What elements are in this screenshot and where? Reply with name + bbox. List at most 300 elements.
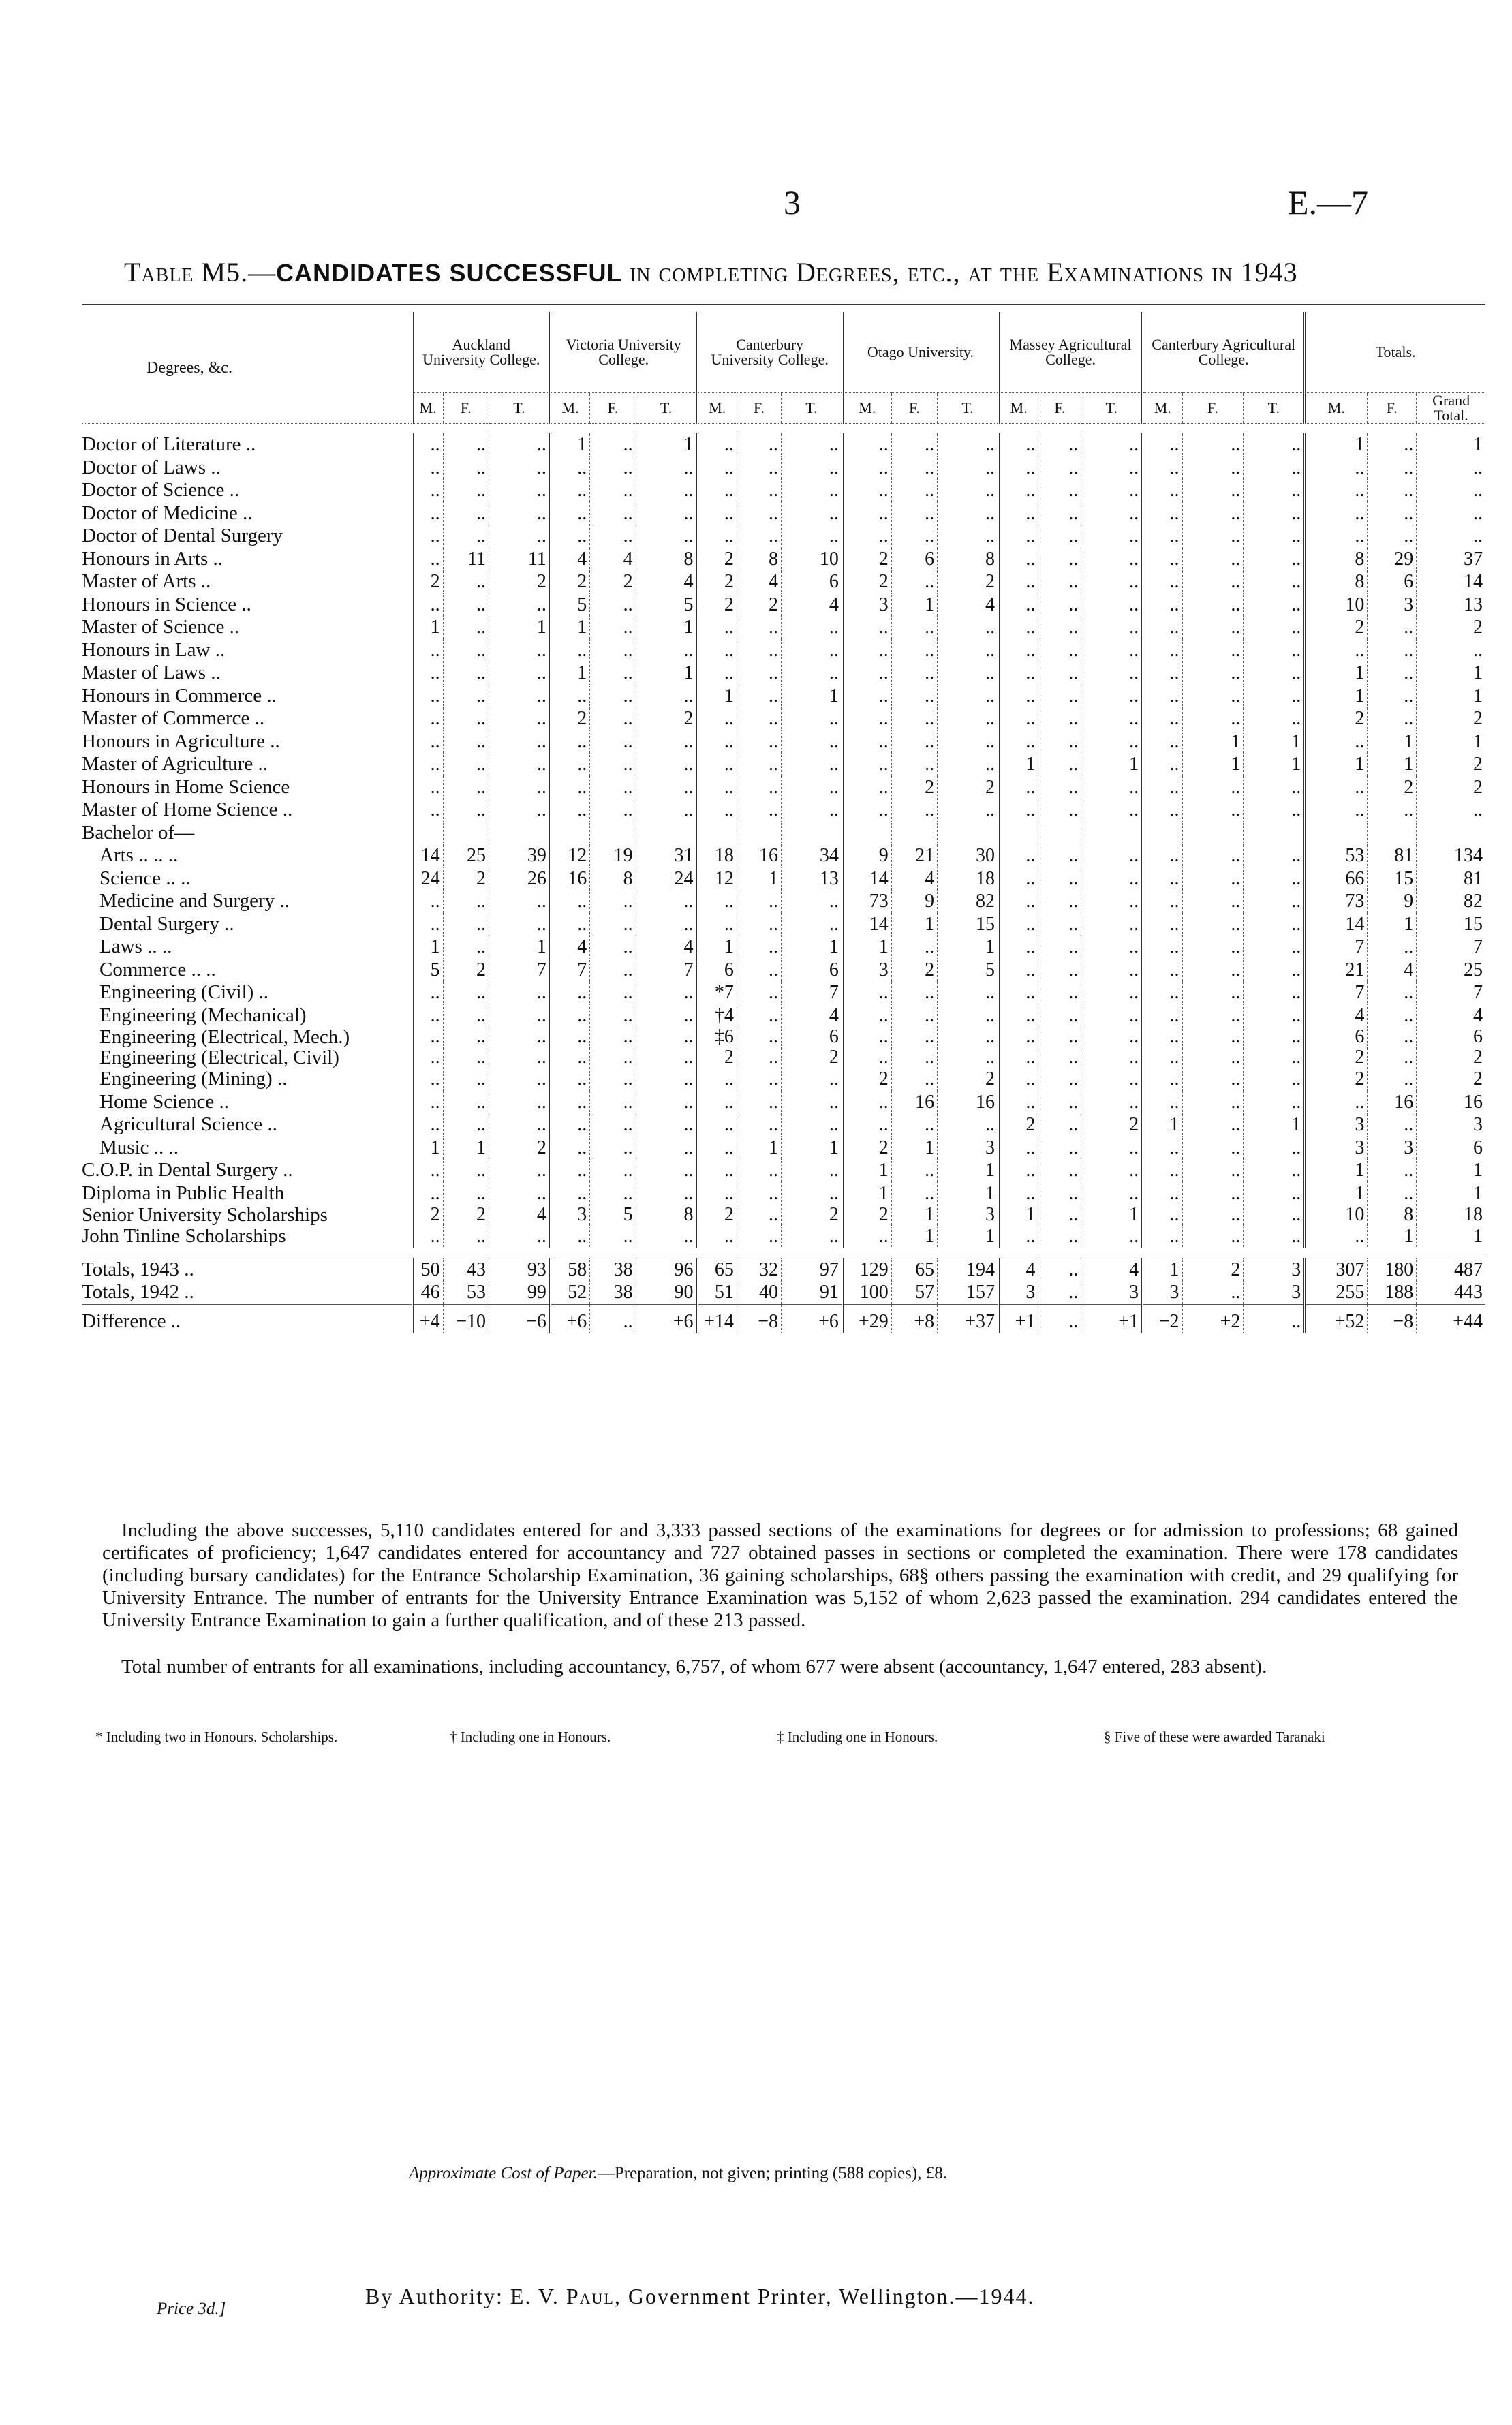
table-row-cell: .. bbox=[999, 1225, 1038, 1248]
table-row-cell: 3 bbox=[1368, 1137, 1417, 1160]
page-number: 3 bbox=[784, 183, 801, 221]
table-row-cell: .. bbox=[636, 639, 697, 662]
subheader-5-0: M. bbox=[1143, 393, 1182, 424]
table-row-cell: 2 bbox=[782, 1205, 843, 1225]
table-row-cell: .. bbox=[590, 1137, 636, 1160]
table-row-cell: 4 bbox=[782, 1004, 843, 1028]
subheader-5-2: T. bbox=[1244, 393, 1305, 424]
table-row bbox=[82, 1225, 1485, 1248]
table-row-cell: .. bbox=[1182, 639, 1244, 662]
table-row-cell: .. bbox=[1368, 525, 1417, 548]
totals-row-cell: 46 bbox=[412, 1281, 443, 1304]
table-row-cell: .. bbox=[842, 981, 891, 1004]
totals-row-cell: 4 bbox=[999, 1258, 1038, 1281]
table-row-label: Honours in Law .. bbox=[82, 638, 226, 661]
table-row-cell bbox=[1081, 822, 1143, 845]
table-row-cell: 4 bbox=[1368, 959, 1417, 982]
table-row-cell: .. bbox=[1244, 844, 1305, 867]
table-row-cell: .. bbox=[412, 890, 443, 913]
table-row-cell: .. bbox=[1182, 707, 1244, 730]
table-row-cell: .. bbox=[1244, 639, 1305, 662]
table-row-cell: 15 bbox=[938, 913, 999, 936]
table-row-cell: .. bbox=[1368, 457, 1417, 480]
table-row-cell: .. bbox=[938, 799, 999, 822]
table-row-cell: .. bbox=[1081, 662, 1143, 685]
table-row-cell: .. bbox=[999, 548, 1038, 571]
subheader-2-2: T. bbox=[782, 393, 843, 424]
table-row-cell: .. bbox=[999, 707, 1038, 730]
table-row-cell: .. bbox=[590, 959, 636, 982]
table-row-cell: .. bbox=[737, 616, 781, 639]
table-row-cell: .. bbox=[1417, 639, 1485, 662]
table-row-cell: .. bbox=[443, 1159, 489, 1182]
table-row-cell: 2 bbox=[782, 1047, 843, 1068]
table-row-cell: 16 bbox=[938, 1091, 999, 1114]
table-row-cell: .. bbox=[891, 730, 937, 754]
table-row-cell: .. bbox=[1081, 844, 1143, 867]
table-row-cell: .. bbox=[1244, 1159, 1305, 1182]
table-row-cell: .. bbox=[1244, 1047, 1305, 1068]
footnote-1: * Including two in Honours. Scholarships. bbox=[95, 1729, 338, 1745]
table-row-cell: 6 bbox=[697, 959, 737, 982]
subheader-1-1: F. bbox=[590, 393, 636, 424]
table-row-label: Commerce .. .. bbox=[99, 958, 216, 980]
table-row-cell: .. bbox=[1368, 799, 1417, 822]
table-row-cell: 4 bbox=[590, 548, 636, 571]
table-row-cell: .. bbox=[443, 570, 489, 593]
table-row-cell: 2 bbox=[489, 570, 550, 593]
column-group-2: Canterbury University College. bbox=[697, 312, 842, 393]
table-row-cell: .. bbox=[1368, 502, 1417, 525]
table-row-cell: 4 bbox=[550, 548, 589, 571]
table-title bbox=[124, 256, 1419, 288]
table-row-cell: .. bbox=[697, 1182, 737, 1205]
totals-row-cell: .. bbox=[1182, 1281, 1244, 1304]
table-row-cell: 1 bbox=[1417, 1159, 1485, 1182]
table-row-label: C.O.P. in Dental Surgery .. bbox=[82, 1159, 293, 1181]
table-row bbox=[82, 1182, 1485, 1205]
table-row-cell: 2 bbox=[697, 1047, 737, 1068]
table-row-cell: .. bbox=[782, 457, 843, 480]
table-row-cell: .. bbox=[1244, 890, 1305, 913]
subheader-4-2: T. bbox=[1081, 393, 1143, 424]
table-row-cell: .. bbox=[891, 753, 937, 776]
table-row-cell: 1 bbox=[782, 1137, 843, 1160]
table-row-cell: .. bbox=[891, 1159, 937, 1182]
table-row-cell: .. bbox=[697, 707, 737, 730]
table-row bbox=[82, 1205, 1485, 1225]
table-row-cell: 14 bbox=[842, 867, 891, 891]
table-row-cell: .. bbox=[1081, 685, 1143, 708]
table-row-cell: 1 bbox=[938, 1182, 999, 1205]
table-row-cell bbox=[1038, 822, 1081, 845]
table-row-cell: .. bbox=[1081, 799, 1143, 822]
title-bold: CANDIDATES SUCCESSFUL bbox=[276, 259, 623, 287]
table-row-label: Arts .. .. .. bbox=[99, 844, 179, 867]
table-row-cell: .. bbox=[1038, 1113, 1081, 1137]
table-row-label: Master of Arts .. bbox=[82, 570, 211, 593]
column-group-3: Otago University. bbox=[842, 312, 998, 393]
table-row-cell: .. bbox=[1182, 548, 1244, 571]
difference-row-cell: −8 bbox=[737, 1304, 781, 1333]
table-row-cell: 4 bbox=[938, 593, 999, 617]
table-row-cell: .. bbox=[443, 502, 489, 525]
totals-row-cell: 3 bbox=[1081, 1281, 1143, 1304]
table-row-cell: 1 bbox=[938, 936, 999, 959]
table-row-cell: 1 bbox=[938, 1159, 999, 1182]
table-row-cell: 1 bbox=[550, 433, 589, 457]
results-table bbox=[82, 312, 1485, 1333]
table-row-cell: 4 bbox=[782, 593, 843, 617]
table-row-label: Master of Commerce .. bbox=[82, 707, 265, 730]
table-row-cell: .. bbox=[1182, 1182, 1244, 1205]
table-row-cell: .. bbox=[1244, 1004, 1305, 1028]
notes-paragraph-2: Total number of entrants for all examinations, including accountancy, 6,757, of whom 677 were absent (accountancy, 1,647 entered, 283 absent). bbox=[121, 1656, 1267, 1678]
difference-row-cell: .. bbox=[1038, 1304, 1081, 1333]
table-row-cell: .. bbox=[999, 502, 1038, 525]
table-row-cell: 2 bbox=[697, 593, 737, 617]
table-row-cell: 1 bbox=[1081, 753, 1143, 776]
table-row-cell: .. bbox=[636, 890, 697, 913]
table-row-cell: .. bbox=[1038, 639, 1081, 662]
table-row-cell: .. bbox=[489, 1182, 550, 1205]
difference-row-cell: −10 bbox=[443, 1304, 489, 1333]
table-row-cell: †4 bbox=[697, 1004, 737, 1028]
table-row-cell: .. bbox=[782, 1113, 843, 1137]
table-row-cell: .. bbox=[550, 1225, 589, 1248]
table-row-cell: .. bbox=[1038, 1027, 1081, 1047]
table-row-cell bbox=[697, 822, 737, 845]
table-row-cell: .. bbox=[938, 730, 999, 754]
table-row-cell: .. bbox=[737, 433, 781, 457]
subheader-5-1: F. bbox=[1182, 393, 1244, 424]
table-row-cell: .. bbox=[1081, 1159, 1143, 1182]
table-row-cell: .. bbox=[1143, 433, 1182, 457]
table-row-cell: .. bbox=[1244, 913, 1305, 936]
table-row-cell: .. bbox=[1244, 1182, 1305, 1205]
table-row-cell: 14 bbox=[412, 844, 443, 867]
table-row-cell: 1 bbox=[636, 433, 697, 457]
table-row-cell: .. bbox=[443, 1091, 489, 1114]
table-row bbox=[82, 616, 1485, 639]
table-row-cell: .. bbox=[590, 913, 636, 936]
table-row-cell: .. bbox=[412, 913, 443, 936]
table-row-cell: .. bbox=[697, 433, 737, 457]
table-row-cell: 9 bbox=[891, 890, 937, 913]
table-row-cell: ‡6 bbox=[697, 1027, 737, 1047]
table-row-cell: .. bbox=[1081, 1091, 1143, 1114]
table-row-cell: 24 bbox=[636, 867, 697, 891]
table-row-cell: .. bbox=[737, 1205, 781, 1225]
table-row-cell: .. bbox=[1081, 707, 1143, 730]
table-row-cell: .. bbox=[412, 1068, 443, 1091]
table-row-cell: .. bbox=[636, 1159, 697, 1182]
table-row-cell: 3 bbox=[842, 959, 891, 982]
table-row-cell: .. bbox=[1143, 616, 1182, 639]
table-row-cell: .. bbox=[550, 1159, 589, 1182]
imprint-pre: By Authority: E. V. bbox=[365, 2284, 559, 2308]
table-row-cell: .. bbox=[412, 1004, 443, 1028]
table-row-cell: .. bbox=[590, 525, 636, 548]
table-row-cell: 1 bbox=[697, 685, 737, 708]
table-row-cell: .. bbox=[1143, 1182, 1182, 1205]
totals-row-cell: 129 bbox=[842, 1258, 891, 1281]
table-row-cell: .. bbox=[737, 730, 781, 754]
table-row-label: Master of Agriculture .. bbox=[82, 753, 268, 775]
table-row-cell: 82 bbox=[938, 890, 999, 913]
table-row-label: Dental Surgery .. bbox=[99, 912, 234, 935]
totals-row-cell: 40 bbox=[737, 1281, 781, 1304]
table-row-cell: 2 bbox=[412, 570, 443, 593]
table-row-cell: .. bbox=[1368, 936, 1417, 959]
table-row-cell: .. bbox=[891, 1004, 937, 1028]
title-rule bbox=[82, 304, 1485, 305]
table-row-cell: .. bbox=[1081, 457, 1143, 480]
table-row-cell: .. bbox=[1038, 844, 1081, 867]
difference-row-cell: +1 bbox=[1081, 1304, 1143, 1333]
table-row-cell: 3 bbox=[1305, 1137, 1368, 1160]
table-row-cell: 1 bbox=[1305, 433, 1368, 457]
table-row-cell: .. bbox=[590, 1004, 636, 1028]
table-row-cell: .. bbox=[412, 502, 443, 525]
table-row-cell: 2 bbox=[550, 570, 589, 593]
table-row-cell: .. bbox=[1143, 844, 1182, 867]
table-row-cell: .. bbox=[1182, 479, 1244, 502]
spacer-row bbox=[82, 424, 1485, 434]
table-row-cell: .. bbox=[489, 685, 550, 708]
table-row-cell: .. bbox=[590, 457, 636, 480]
header-row bbox=[82, 312, 1485, 393]
table-row-cell: .. bbox=[636, 1182, 697, 1205]
table-row-cell: .. bbox=[1305, 1225, 1368, 1248]
difference-row-cell: .. bbox=[1244, 1304, 1305, 1333]
table-row-cell: .. bbox=[412, 1113, 443, 1137]
table-row-cell: .. bbox=[1143, 1004, 1182, 1028]
table-row-cell: 2 bbox=[697, 570, 737, 593]
table-row bbox=[82, 959, 1485, 982]
table-row-cell: .. bbox=[550, 981, 589, 1004]
table-row-cell: .. bbox=[1368, 1004, 1417, 1028]
totals-row-cell: 38 bbox=[590, 1258, 636, 1281]
table-row-cell: .. bbox=[590, 639, 636, 662]
price: Price 3d.] bbox=[157, 2300, 226, 2318]
spacer-row bbox=[82, 1248, 1485, 1258]
table-row-cell: 11 bbox=[443, 548, 489, 571]
table-row-cell: 6 bbox=[782, 959, 843, 982]
table-row-cell: .. bbox=[1368, 1068, 1417, 1091]
table-row-cell: .. bbox=[412, 548, 443, 571]
table-row-cell: .. bbox=[590, 936, 636, 959]
totals-row-cell: 194 bbox=[938, 1258, 999, 1281]
table-row-cell: .. bbox=[737, 776, 781, 799]
table-row-label: Music .. .. bbox=[99, 1136, 179, 1158]
table-row-cell: .. bbox=[891, 662, 937, 685]
table-row bbox=[82, 502, 1485, 525]
table-row-cell: 2 bbox=[550, 707, 589, 730]
table-row-cell: .. bbox=[999, 433, 1038, 457]
table-row bbox=[82, 822, 1485, 845]
table-row-cell: .. bbox=[590, 616, 636, 639]
difference-row-cell: −6 bbox=[489, 1304, 550, 1333]
table-row-cell: 1 bbox=[550, 616, 589, 639]
table-row-cell: .. bbox=[1244, 1225, 1305, 1248]
table-row-cell: .. bbox=[1244, 548, 1305, 571]
table-row-cell: .. bbox=[1038, 1205, 1081, 1225]
table-row-cell: .. bbox=[891, 570, 937, 593]
table-row-cell: 1 bbox=[1305, 1182, 1368, 1205]
table-row-cell: .. bbox=[590, 730, 636, 754]
table-row-cell: .. bbox=[443, 1004, 489, 1028]
table-row-cell: .. bbox=[1417, 502, 1485, 525]
table-row-cell: 5 bbox=[938, 959, 999, 982]
table-row-label: Engineering (Electrical, Mech.) bbox=[99, 1026, 350, 1048]
totals-row-cell: 32 bbox=[737, 1258, 781, 1281]
table-row-cell: .. bbox=[636, 981, 697, 1004]
table-row-cell: 3 bbox=[1368, 593, 1417, 617]
table-row-cell: .. bbox=[443, 662, 489, 685]
table-row-cell: .. bbox=[636, 1004, 697, 1028]
difference-row-cell: +2 bbox=[1182, 1304, 1244, 1333]
column-group-0: Auckland University College. bbox=[412, 312, 550, 393]
table-row-cell: .. bbox=[891, 616, 937, 639]
table-row-cell: .. bbox=[550, 639, 589, 662]
table-row-cell: .. bbox=[590, 981, 636, 1004]
table-row-cell: .. bbox=[1143, 457, 1182, 480]
table-row-cell: .. bbox=[697, 1113, 737, 1137]
table-row-cell: .. bbox=[1038, 981, 1081, 1004]
table-row-cell: .. bbox=[1038, 502, 1081, 525]
table-row-cell: .. bbox=[1081, 776, 1143, 799]
imprint-name: Paul bbox=[566, 2284, 615, 2308]
table-row-cell: .. bbox=[1182, 1113, 1244, 1137]
table-row-label: Honours in Science .. bbox=[82, 593, 251, 615]
table-row-cell: .. bbox=[489, 776, 550, 799]
table-row-cell: .. bbox=[999, 525, 1038, 548]
table-row-cell: 2 bbox=[443, 1205, 489, 1225]
table-row-cell bbox=[550, 822, 589, 845]
table-row-cell bbox=[737, 822, 781, 845]
table-row-cell: .. bbox=[737, 1113, 781, 1137]
table-row-cell: .. bbox=[842, 662, 891, 685]
table-row-cell: .. bbox=[1038, 707, 1081, 730]
table-row-cell: 29 bbox=[1368, 548, 1417, 571]
table-row-cell: .. bbox=[412, 1047, 443, 1068]
table-row-cell: .. bbox=[1081, 936, 1143, 959]
table-row-cell: .. bbox=[443, 776, 489, 799]
table-row-cell: .. bbox=[1417, 479, 1485, 502]
totals-row-cell: 65 bbox=[891, 1258, 937, 1281]
table-row-cell: 2 bbox=[1305, 1068, 1368, 1091]
difference-row bbox=[82, 1304, 1485, 1333]
table-row-label: Bachelor of— bbox=[82, 821, 195, 844]
table-row-cell: .. bbox=[550, 1182, 589, 1205]
table-row-cell: .. bbox=[842, 707, 891, 730]
table-row-cell: .. bbox=[891, 1113, 937, 1137]
table-row-cell: .. bbox=[1143, 1205, 1182, 1225]
table-row-cell: .. bbox=[891, 1068, 937, 1091]
table-row-cell: 73 bbox=[1305, 890, 1368, 913]
subheader-3-1: F. bbox=[891, 393, 937, 424]
totals-row-cell: 307 bbox=[1305, 1258, 1368, 1281]
table-row-cell: .. bbox=[1081, 1182, 1143, 1205]
table-row-cell: 8 bbox=[1368, 1205, 1417, 1225]
table-row-cell: 1 bbox=[1417, 1182, 1485, 1205]
table-row-cell: .. bbox=[737, 1068, 781, 1091]
difference-row-cell: +52 bbox=[1305, 1304, 1368, 1333]
table-row-label: Honours in Home Science bbox=[82, 775, 290, 798]
table-row-cell: 13 bbox=[782, 867, 843, 891]
table-row-cell: .. bbox=[737, 913, 781, 936]
subheader-2-1: F. bbox=[737, 393, 781, 424]
table-row-cell: .. bbox=[590, 753, 636, 776]
table-row-cell: .. bbox=[697, 1137, 737, 1160]
table-row-cell: 4 bbox=[737, 570, 781, 593]
table-row-label: Doctor of Dental Surgery bbox=[82, 525, 283, 547]
table-row-cell: .. bbox=[1244, 1205, 1305, 1225]
table-row-cell: 2 bbox=[938, 776, 999, 799]
difference-row-cell: +6 bbox=[782, 1304, 843, 1333]
table-row-cell: .. bbox=[443, 593, 489, 617]
table-row-cell: 3 bbox=[938, 1137, 999, 1160]
table-row-label: Honours in Agriculture .. bbox=[82, 730, 280, 752]
table-row-cell: 18 bbox=[697, 844, 737, 867]
table-row-cell: 1 bbox=[891, 1225, 937, 1248]
subheader-6-2: Grand Total. bbox=[1417, 393, 1485, 424]
table-row-cell: .. bbox=[1244, 799, 1305, 822]
table-row bbox=[82, 1137, 1485, 1160]
table-row-cell: .. bbox=[1038, 936, 1081, 959]
table-row-cell: 1 bbox=[1417, 730, 1485, 754]
table-row-cell: .. bbox=[1038, 570, 1081, 593]
table-row-cell: .. bbox=[1038, 433, 1081, 457]
table-row-cell: .. bbox=[1182, 1159, 1244, 1182]
table-row-cell: .. bbox=[1081, 1027, 1143, 1047]
table-row-cell: .. bbox=[999, 1137, 1038, 1160]
table-row-cell: .. bbox=[489, 1004, 550, 1028]
table-row-cell: .. bbox=[1182, 936, 1244, 959]
table-row-cell: .. bbox=[443, 1047, 489, 1068]
totals-row-cell: .. bbox=[1038, 1258, 1081, 1281]
table-row-cell: .. bbox=[443, 890, 489, 913]
table-row-cell: 2 bbox=[938, 1068, 999, 1091]
table-row-cell: .. bbox=[938, 1027, 999, 1047]
subheader-4-1: F. bbox=[1038, 393, 1081, 424]
table-row-cell: .. bbox=[737, 1159, 781, 1182]
table-row-cell: 8 bbox=[590, 867, 636, 891]
table-row-cell: 2 bbox=[891, 776, 937, 799]
table-row-cell: 1 bbox=[891, 593, 937, 617]
table-row-cell: 5 bbox=[550, 593, 589, 617]
table-row-cell: .. bbox=[590, 685, 636, 708]
footnote-4: § Five of these were awarded Taranaki bbox=[1104, 1729, 1325, 1745]
totals-row-cell: 90 bbox=[636, 1281, 697, 1304]
table-row-cell: 2 bbox=[1081, 1113, 1143, 1137]
table-row-cell: .. bbox=[636, 502, 697, 525]
table-row-cell: .. bbox=[737, 707, 781, 730]
table-row-cell: 2 bbox=[1417, 707, 1485, 730]
table-row-cell: .. bbox=[636, 1225, 697, 1248]
table-row-label: Engineering (Mechanical) bbox=[99, 1004, 307, 1026]
table-row-cell bbox=[891, 822, 937, 845]
table-row-cell: 2 bbox=[1417, 753, 1485, 776]
table-row-cell: 6 bbox=[1305, 1027, 1368, 1047]
table-row-cell: 2 bbox=[1417, 616, 1485, 639]
table-row-cell: .. bbox=[1182, 1004, 1244, 1028]
table-row-cell: .. bbox=[842, 776, 891, 799]
table-row bbox=[82, 662, 1485, 685]
table-row-cell: 8 bbox=[636, 1205, 697, 1225]
table-row-cell: 15 bbox=[1417, 913, 1485, 936]
